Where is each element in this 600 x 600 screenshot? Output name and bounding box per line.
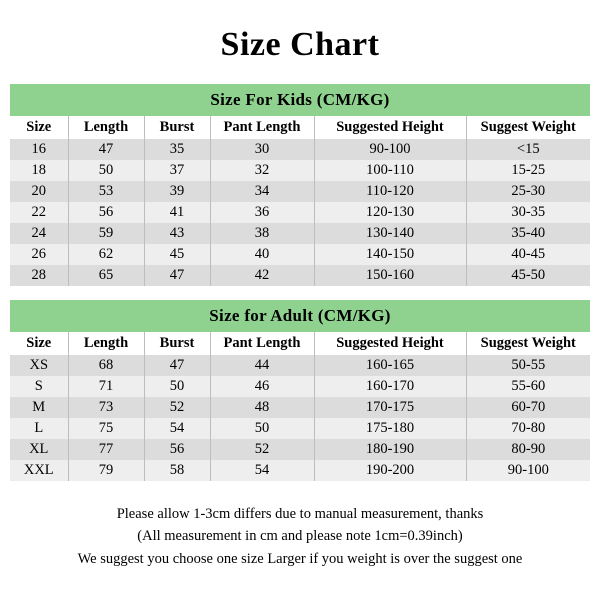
cell-size: 20 (10, 181, 68, 202)
column-header-suggested-height: Suggested Height (314, 332, 466, 355)
column-header-burst: Burst (144, 332, 210, 355)
table-row (10, 181, 590, 202)
cell-length: 71 (68, 376, 144, 397)
cell-suggest-weight: 80-90 (466, 439, 590, 460)
cell-size: 26 (10, 244, 68, 265)
cell-suggested-height: 120-130 (314, 202, 466, 223)
kids-table-band: Size For Kids (CM/KG) (10, 84, 590, 116)
cell-suggest-weight: 60-70 (466, 397, 590, 418)
cell-size: 24 (10, 223, 68, 244)
cell-burst: 45 (144, 244, 210, 265)
cell-size: XL (10, 439, 68, 460)
cell-suggested-height: 170-175 (314, 397, 466, 418)
cell-suggested-height: 175-180 (314, 418, 466, 439)
note-line-2: (All measurement in cm and please note 1cm=0.39inch) (137, 528, 463, 545)
cell-burst: 54 (144, 418, 210, 439)
kids-size-table (10, 84, 590, 286)
table-row (10, 160, 590, 181)
cell-burst: 47 (144, 355, 210, 376)
cell-pant-length: 52 (210, 439, 314, 460)
column-header-size: Size (10, 116, 68, 139)
cell-suggest-weight: 30-35 (466, 202, 590, 223)
cell-burst: 56 (144, 439, 210, 460)
cell-suggest-weight: 15-25 (466, 160, 590, 181)
cell-length: 75 (68, 418, 144, 439)
table-row (10, 223, 590, 244)
cell-size: L (10, 418, 68, 439)
cell-suggested-height: 180-190 (314, 439, 466, 460)
cell-length: 53 (68, 181, 144, 202)
kids-table-header-row (10, 116, 590, 139)
adult-table-band: Size for Adult (CM/KG) (10, 300, 590, 332)
table-row (10, 355, 590, 376)
note-line-1: Please allow 1-3cm differs due to manual measurement, thanks (116, 506, 484, 522)
column-header-length: Length (68, 116, 144, 139)
column-header-suggest-weight: Suggest Weight (466, 332, 590, 355)
cell-suggested-height: 100-110 (314, 160, 466, 181)
cell-pant-length: 48 (210, 397, 314, 418)
cell-length: 59 (68, 223, 144, 244)
adult-table-header-row (10, 332, 590, 355)
cell-suggest-weight: 50-55 (466, 355, 590, 376)
cell-length: 68 (68, 355, 144, 376)
table-row (10, 418, 590, 439)
column-header-suggest-weight: Suggest Weight (466, 116, 590, 139)
cell-size: XS (10, 355, 68, 376)
cell-suggest-weight: 35-40 (466, 223, 590, 244)
cell-burst: 35 (144, 139, 210, 160)
cell-pant-length: 44 (210, 355, 314, 376)
cell-pant-length: 40 (210, 244, 314, 265)
notes-block (20, 481, 580, 570)
cell-size: 18 (10, 160, 68, 181)
kids-table-band-row (10, 84, 590, 116)
adult-table-band-row (10, 300, 590, 332)
cell-length: 56 (68, 202, 144, 223)
cell-size: S (10, 376, 68, 397)
column-header-burst: Burst (144, 116, 210, 139)
table-row (10, 139, 590, 160)
cell-length: 50 (68, 160, 144, 181)
table-row (10, 397, 590, 418)
table-row (10, 244, 590, 265)
table-row (10, 265, 590, 286)
cell-pant-length: 34 (210, 181, 314, 202)
cell-burst: 39 (144, 181, 210, 202)
cell-suggest-weight: 70-80 (466, 418, 590, 439)
cell-suggest-weight: 90-100 (466, 460, 590, 481)
cell-suggested-height: 160-165 (314, 355, 466, 376)
table-row (10, 460, 590, 481)
cell-suggested-height: 90-100 (314, 139, 466, 160)
cell-pant-length: 46 (210, 376, 314, 397)
cell-burst: 37 (144, 160, 210, 181)
cell-suggested-height: 160-170 (314, 376, 466, 397)
cell-suggested-height: 130-140 (314, 223, 466, 244)
cell-burst: 41 (144, 202, 210, 223)
cell-suggested-height: 110-120 (314, 181, 466, 202)
column-header-pant-length: Pant Length (210, 332, 314, 355)
column-header-length: Length (68, 332, 144, 355)
cell-pant-length: 54 (210, 460, 314, 481)
kids-table-body (10, 139, 590, 286)
cell-suggested-height: 190-200 (314, 460, 466, 481)
cell-suggest-weight: 25-30 (466, 181, 590, 202)
column-header-size: Size (10, 332, 68, 355)
adult-table-body (10, 355, 590, 481)
cell-size: XXL (10, 460, 68, 481)
page-title: Size Chart (220, 26, 380, 63)
note-line-3: We suggest you choose one size Larger if you weight is over the suggest one (77, 550, 523, 567)
table-spacer (10, 286, 590, 300)
cell-burst: 47 (144, 265, 210, 286)
cell-burst: 58 (144, 460, 210, 481)
cell-pant-length: 42 (210, 265, 314, 286)
adult-size-table (10, 300, 590, 481)
cell-burst: 50 (144, 376, 210, 397)
cell-burst: 43 (144, 223, 210, 244)
cell-suggest-weight: <15 (466, 139, 590, 160)
cell-suggested-height: 150-160 (314, 265, 466, 286)
table-row (10, 439, 590, 460)
table-row (10, 202, 590, 223)
cell-length: 79 (68, 460, 144, 481)
cell-burst: 52 (144, 397, 210, 418)
column-header-suggested-height: Suggested Height (314, 116, 466, 139)
cell-pant-length: 38 (210, 223, 314, 244)
cell-size: 16 (10, 139, 68, 160)
cell-size: 22 (10, 202, 68, 223)
cell-suggest-weight: 55-60 (466, 376, 590, 397)
cell-length: 65 (68, 265, 144, 286)
cell-suggested-height: 140-150 (314, 244, 466, 265)
cell-length: 47 (68, 139, 144, 160)
cell-pant-length: 30 (210, 139, 314, 160)
cell-size: M (10, 397, 68, 418)
cell-pant-length: 36 (210, 202, 314, 223)
column-header-pant-length: Pant Length (210, 116, 314, 139)
cell-size: 28 (10, 265, 68, 286)
cell-length: 73 (68, 397, 144, 418)
table-row (10, 376, 590, 397)
cell-length: 62 (68, 244, 144, 265)
cell-suggest-weight: 40-45 (466, 244, 590, 265)
cell-pant-length: 50 (210, 418, 314, 439)
cell-suggest-weight: 45-50 (466, 265, 590, 286)
cell-pant-length: 32 (210, 160, 314, 181)
cell-length: 77 (68, 439, 144, 460)
